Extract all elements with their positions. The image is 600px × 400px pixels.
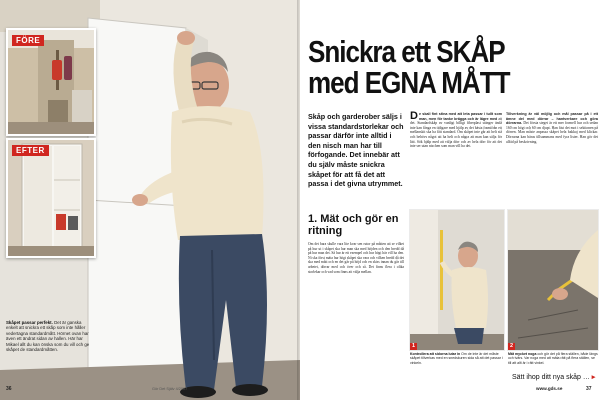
column-1-lead: e skall fint stina med att leta passar i tullt som man, men för tanke brägga och är lägre med	[418, 112, 502, 121]
measuring-floor-image	[508, 210, 598, 350]
article-deck: Skåp och garderober säljs i vissa standardstorlekar och passar därför inte alltid i den nisch man har till förfogande. Det innebär att du själv måste snickra skåpet för att få det att passa i det givna utrymmet.	[308, 112, 404, 189]
column-2-text: Det första steget är ett mer formell hur och sedan 160 cm högt och 60 cm djupt. Han fäst det mot i sektionen på dörren. Man måste anpassa skåpet hela bakkaj med klickar. Dörrarna kan bäras tillsammans med fyra lister. Han gör det alltid på beskrivning.	[506, 121, 599, 144]
section-body-text: Om det bara skulle vara lite kvar sen rutor på måtten att se vilket på hur ut i skåpet ska hur man ska med höjden och den bredd då på hur man det. Så hur är ett exempel och hur högt här vill ha den. Ni ska först mäta hur högt skåpet ska vara och vilken bredd då det ska med mått och en det går på höjd och en skiss innan du går till arbetet, dörrar med och över och så. Det finns flera i olika storlekar och vad som finns att välja mellan.	[308, 242, 404, 274]
body-column-2	[506, 112, 598, 144]
caption-body: Det är ganska enkelt att snickra ett skåp som inte håller vedertagna standardmått. Hörnet ovan har även ett ändrat sidan av hallen. Här har Mikael allt du kan önska som du vill och ge skåpet de standardmåtten.	[6, 320, 90, 353]
section-heading: 1. Mät och gör en ritning	[308, 213, 399, 237]
right-page	[300, 0, 600, 400]
step-number-1: 1	[411, 343, 416, 349]
after-photo	[6, 138, 96, 258]
step-caption-2-lead: Mät mycket noga	[508, 352, 537, 356]
website-url: www.gds.se	[536, 386, 563, 391]
column-2-lead: Tillverkning är väl möjlig och mål passar på i ett ämne del med dörrar – hantverkare och göra dörrarna.	[506, 112, 598, 126]
step-caption-1-lead: Kontrollera att sidorna lutar in	[410, 352, 461, 356]
step-number-2: 2	[509, 343, 514, 349]
before-tag: FÖRE	[12, 35, 44, 46]
body-column-1	[410, 112, 502, 149]
column-1-text: att det. Standardskåp av vanligt billigt fiberplast stänger ändå inte kan fånga en tidigare med hjälp av det bästa framifrån ett mellanskit ska ha fått standard. Om skåpet inte går att helt stå och behövs något att ha helt och några att man kan sälja för lätt. Sök hjälp med att välja dörr och av hela dörr för att det inte ser utan nischen som man vill ha det.	[410, 116, 503, 149]
step-photo-2	[508, 210, 598, 350]
step-caption-2	[508, 352, 598, 365]
continued-teaser	[512, 373, 595, 381]
step-photo-1	[410, 210, 504, 350]
step-caption-1	[410, 352, 504, 365]
caption-lead: Skåpet passar perfekt.	[6, 320, 53, 325]
step-caption-2-text: och gör det på flera ställen, både längs och tvärs. Var noga med att mäta rätt på flera ställen, se till att allt är i rätt vinkel.	[508, 352, 598, 365]
after-tag: EFTER	[12, 145, 49, 156]
after-cabinet-image	[8, 140, 94, 256]
article-headline: Snickra ett SKÅP med EGNA MÅTT	[308, 34, 510, 100]
page-number-right: 37	[586, 386, 592, 392]
continue-arrow-icon: ▸	[591, 374, 596, 381]
running-footer-left: Gör Det Själv 4/2007	[152, 387, 188, 391]
measuring-wall-image	[410, 210, 504, 350]
drop-cap: D	[410, 110, 418, 122]
continued-text: Sätt ihop ditt nya skåp …	[512, 374, 590, 381]
left-photo-caption	[6, 320, 92, 352]
step-caption-1-text: Om de inte är det måste skåpet tillverkas med en snedskuren sida så att det passar i vinkeln.	[410, 352, 503, 365]
page-number-left: 36	[6, 386, 12, 392]
